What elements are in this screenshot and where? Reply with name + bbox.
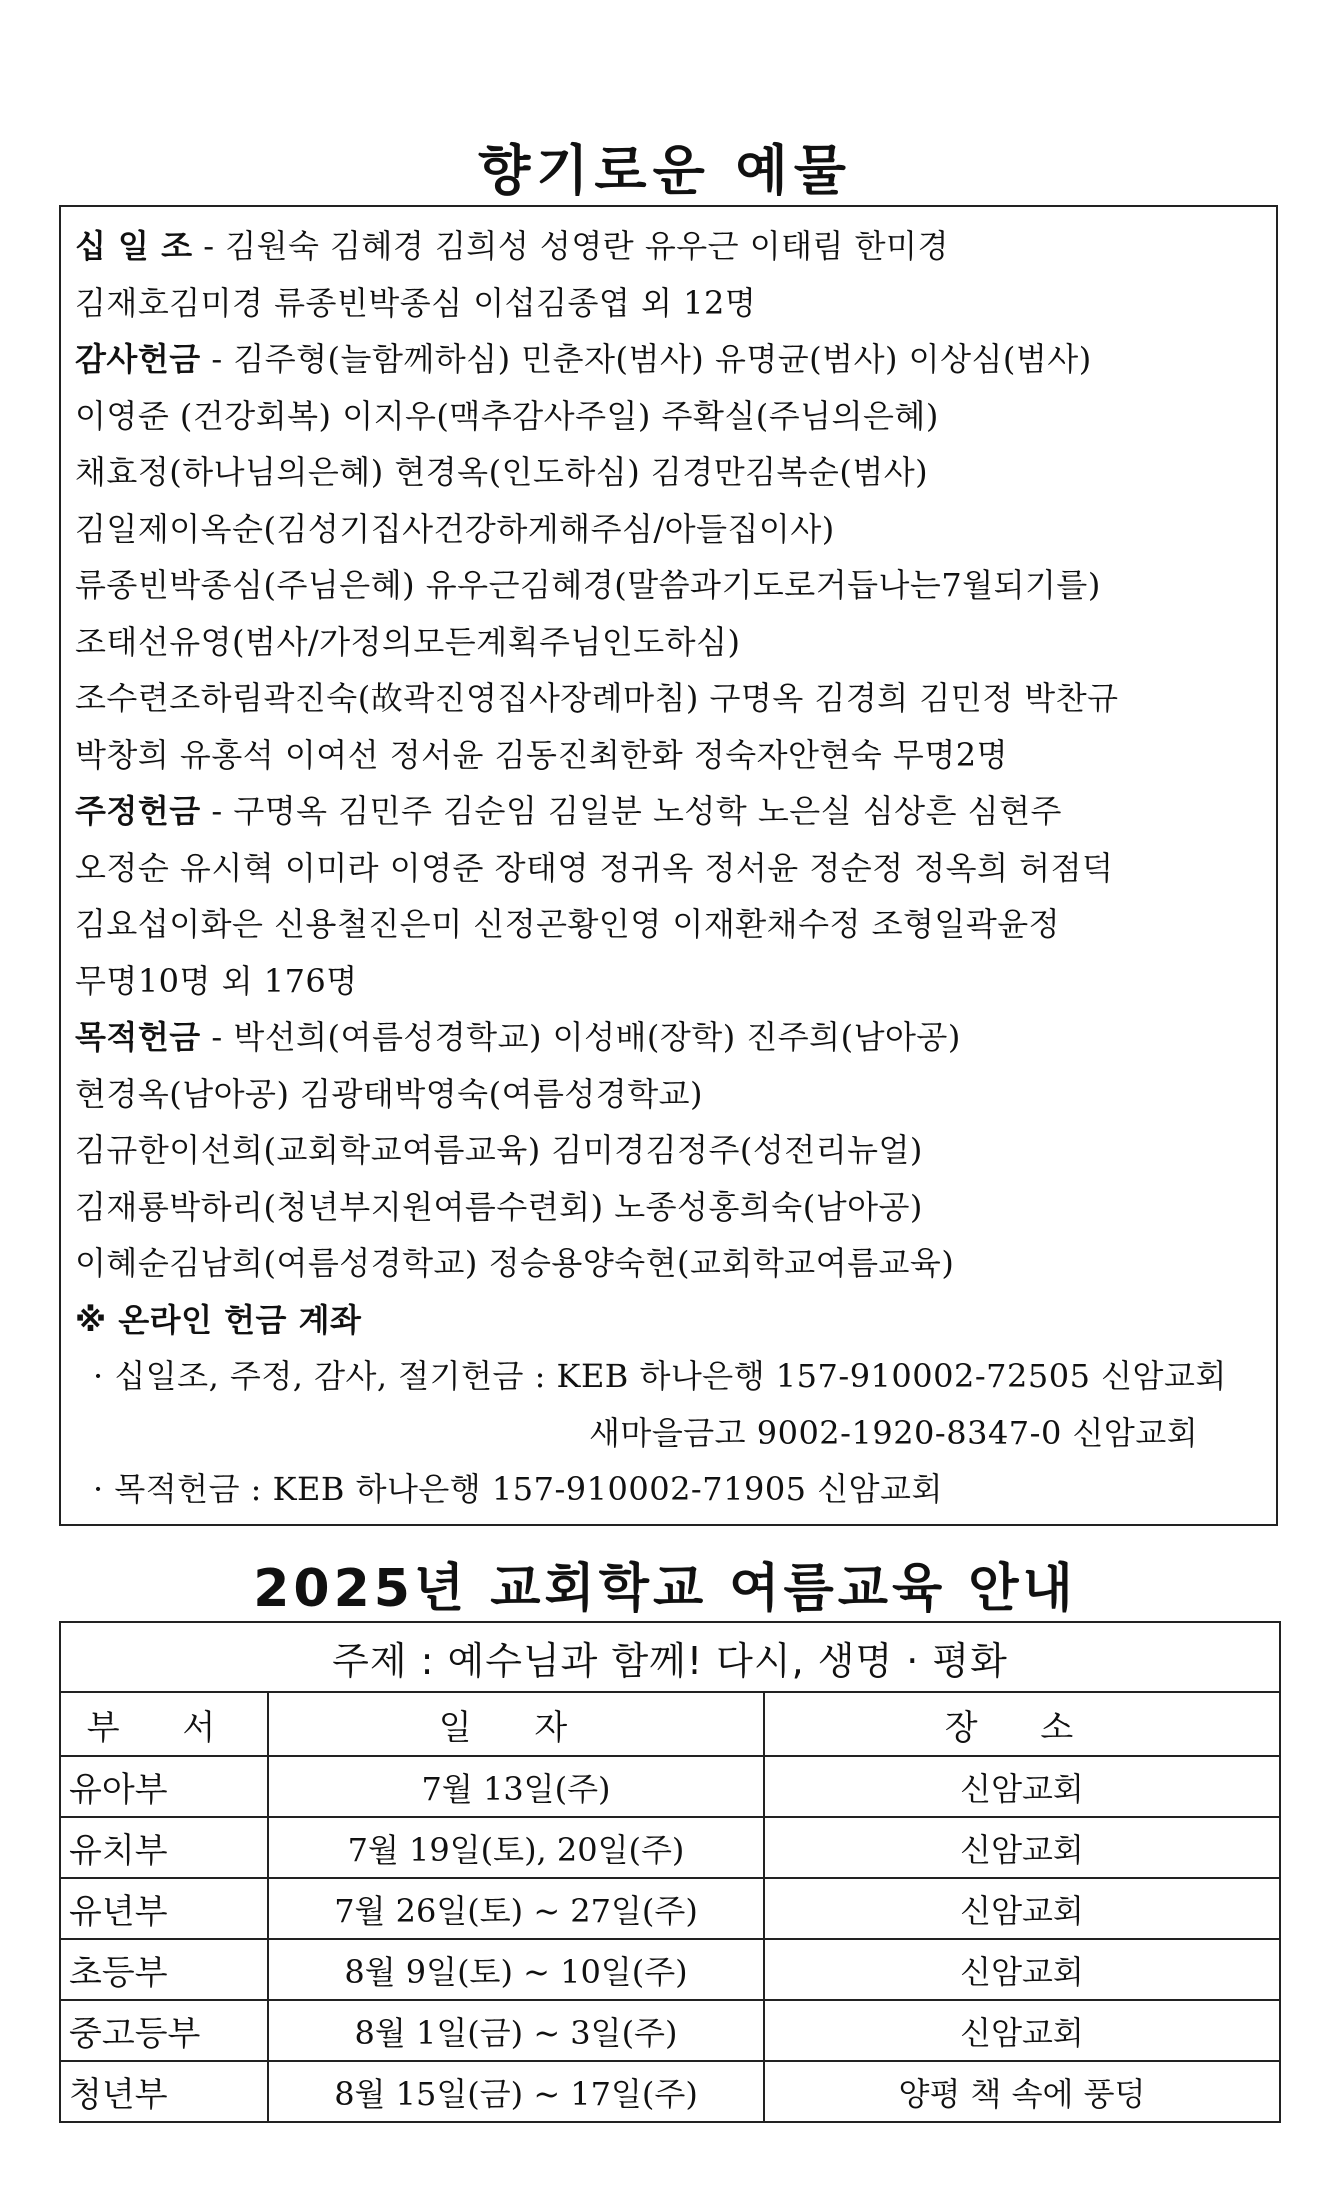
department-cell: 청년부 [60, 2061, 268, 2122]
offering-line [75, 1235, 1262, 1292]
offering-names: - 김원숙 김혜경 김희성 성영란 유우근 이태림 한미경 [192, 227, 949, 265]
online-account-purpose: · 목적헌금 : KEB 하나은행 157-910002-71905 신암교회 [93, 1470, 943, 1508]
offering-line [75, 670, 1262, 727]
header-date: 일 자 [268, 1692, 764, 1756]
online-account-header: ※ 온라인 헌금 계좌 [75, 1300, 362, 1339]
offering-line [75, 275, 1262, 332]
offering-line [75, 1122, 1262, 1179]
offering-line [75, 840, 1262, 897]
offering-line [75, 953, 1262, 1010]
online-account-saemaul: 새마을금고 9002-1920-8347-0 신암교회 [589, 1413, 1199, 1452]
offering-title: 향기로운 예물 [478, 139, 852, 202]
offering-names: 김재호김미경 류종빈박종심 이섭김종엽 외 12명 [75, 283, 757, 322]
online-account-general: · 십일조, 주정, 감사, 절기헌금 : KEB 하나은행 157-910002-72505 신암교회 [93, 1357, 1227, 1395]
department-cell: 중고등부 [60, 2000, 268, 2061]
offering-line [75, 331, 1262, 388]
date-cell: 7월 13일(주) [268, 1756, 764, 1817]
offering-names: 김규한이선희(교회학교여름교육) 김미경김정주(성전리뉴얼) [75, 1131, 923, 1169]
offering-category-label: 주정헌금 [75, 792, 201, 830]
department-cell: 유아부 [60, 1756, 268, 1817]
place-cell: 신암교회 [764, 2000, 1280, 2061]
date-cell: 7월 26일(토) ~ 27일(주) [268, 1878, 764, 1939]
offering-line [75, 218, 1262, 275]
offering-line [75, 1179, 1262, 1236]
offering-list-box [59, 205, 1278, 1526]
offering-names: 김요섭이화은 신용철진은미 신정곤황인영 이재환채수정 조형일곽윤정 [75, 905, 1061, 943]
offering-names: 채효정(하나님의은혜) 현경옥(인도하심) 김경만김복순(범사) [75, 453, 929, 491]
header-department: 부 서 [60, 1692, 268, 1756]
offering-line [75, 727, 1262, 784]
table-row [60, 2000, 1280, 2061]
offering-names: 이혜순김남희(여름성경학교) 정승용양숙현(교회학교여름교육) [75, 1244, 955, 1282]
offering-names: 현경옥(남아공) 김광태박영숙(여름성경학교) [75, 1074, 704, 1113]
offering-names: 김재룡박하리(청년부지원여름수련회) 노종성홍희숙(남아공) [75, 1187, 923, 1226]
offering-line [75, 614, 1262, 671]
place-cell: 신암교회 [764, 1939, 1280, 2000]
offering-line [75, 388, 1262, 445]
offering-category-label: 십 일 조 [75, 227, 193, 265]
offering-names: - 구명옥 김민주 김순임 김일분 노성학 노은실 심상흔 심현주 [200, 792, 1062, 830]
offering-names: 오정순 유시혁 이미라 이영준 장태영 정귀옥 정서윤 정순정 정옥희 허점덕 [75, 848, 1114, 887]
offering-names: 무명10명 외 176명 [75, 961, 358, 1000]
place-cell: 신암교회 [764, 1878, 1280, 1939]
date-cell: 7월 19일(토), 20일(주) [268, 1817, 764, 1878]
offering-line [75, 444, 1262, 501]
department-cell: 유치부 [60, 1817, 268, 1878]
offering-line [75, 896, 1262, 953]
offering-names: 이영준 (건강회복) 이지우(맥추감사주일) 주확실(주님의은혜) [75, 396, 939, 435]
offering-category-label: 감사헌금 [75, 340, 201, 378]
offering-line [75, 1066, 1262, 1123]
offering-names: 박창희 유홍석 이여선 정서윤 김동진최한화 정숙자안현숙 무명2명 [75, 735, 1009, 774]
table-row [60, 1756, 1280, 1817]
offering-names: 류종빈박종심(주님은혜) 유우근김혜경(말씀과기도로거듭나는7월되기를) [75, 566, 1101, 604]
offering-names: 조수련조하림곽진숙(故곽진영집사장례마침) 구명옥 김경희 김민정 박찬규 [75, 679, 1119, 717]
place-cell: 신암교회 [764, 1817, 1280, 1878]
offering-line [75, 783, 1262, 840]
offering-names: 김일제이옥순(김성기집사건강하게해주심/아들집이사) [75, 509, 835, 548]
place-cell: 신암교회 [764, 1756, 1280, 1817]
offering-names: - 김주형(늘함께하심) 민춘자(범사) 유명균(범사) 이상심(범사) [200, 340, 1092, 378]
education-rows [60, 1756, 1280, 2122]
header-place: 장 소 [764, 1692, 1280, 1756]
offering-category-label: 목적헌금 [75, 1018, 201, 1056]
table-row [60, 2061, 1280, 2122]
education-schedule-table [59, 1621, 1281, 2123]
education-theme: 주제 : 예수님과 함께! 다시, 생명 · 평화 [60, 1622, 1280, 1692]
offering-names: - 박선희(여름성경학교) 이성배(장학) 진주희(남아공) [200, 1018, 961, 1056]
date-cell: 8월 1일(금) ~ 3일(주) [268, 2000, 764, 2061]
table-row [60, 1817, 1280, 1878]
offering-lines [75, 218, 1262, 1292]
offering-line [75, 1009, 1262, 1066]
place-cell: 양평 책 속에 풍덩 [764, 2061, 1280, 2122]
offering-names: 조태선유영(범사/가정의모든계획주님인도하심) [75, 622, 741, 661]
date-cell: 8월 15일(금) ~ 17일(주) [268, 2061, 764, 2122]
table-row [60, 1939, 1280, 2000]
offering-line [75, 501, 1262, 558]
table-row [60, 1878, 1280, 1939]
date-cell: 8월 9일(토) ~ 10일(주) [268, 1939, 764, 2000]
offering-line [75, 557, 1262, 614]
department-cell: 유년부 [60, 1878, 268, 1939]
education-title: 2025년 교회학교 여름교육 안내 [253, 1559, 1077, 1619]
department-cell: 초등부 [60, 1939, 268, 2000]
